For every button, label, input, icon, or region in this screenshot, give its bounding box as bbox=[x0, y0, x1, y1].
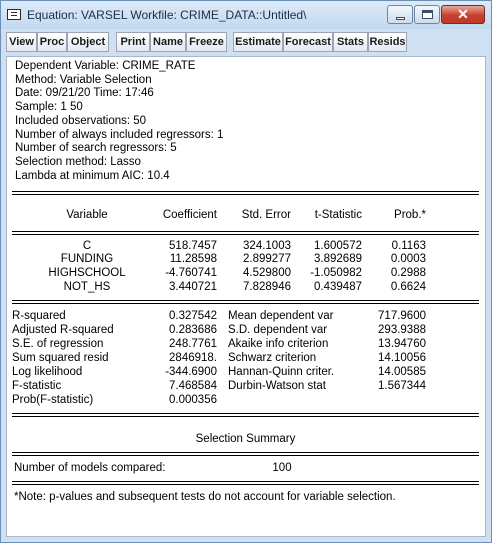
stat-value: 1.567344 bbox=[378, 380, 426, 392]
stat-value: 248.7761 bbox=[169, 338, 217, 350]
stats-button[interactable]: Stats bbox=[333, 32, 368, 52]
std-error-value: 4.529800 bbox=[243, 267, 291, 279]
output-view[interactable] bbox=[6, 56, 486, 537]
stat-label: Adjusted R-squared bbox=[12, 324, 114, 336]
header-line-sample: Sample: 1 50 bbox=[15, 101, 83, 114]
col-header-t-statistic: t-Statistic bbox=[314, 209, 362, 221]
minimize-button[interactable] bbox=[387, 5, 413, 24]
t-statistic-value: 3.892689 bbox=[314, 253, 362, 265]
view-button[interactable]: View bbox=[6, 32, 37, 52]
header-line-search-regressors: Number of search regressors: 5 bbox=[15, 142, 177, 155]
variable-name: NOT_HS bbox=[63, 281, 111, 293]
variable-name: C bbox=[82, 240, 92, 252]
stat-value: 2846918. bbox=[169, 352, 217, 364]
table-rule bbox=[12, 191, 479, 192]
header-line-date: Date: 09/21/20 Time: 17:46 bbox=[15, 87, 154, 100]
stat-value: 14.00585 bbox=[378, 366, 426, 378]
col-header-std-error: Std. Error bbox=[241, 209, 291, 221]
title-bar[interactable] bbox=[1, 1, 491, 29]
forecast-button[interactable]: Forecast bbox=[283, 32, 333, 52]
stat-label: Sum squared resid bbox=[12, 352, 109, 364]
t-statistic-value: 1.600572 bbox=[314, 240, 362, 252]
stat-label: Hannan-Quinn criter. bbox=[228, 366, 335, 378]
window-menu-icon[interactable] bbox=[7, 9, 21, 20]
stat-label: Durbin-Watson stat bbox=[228, 380, 326, 392]
minimize-icon bbox=[396, 17, 405, 20]
proc-button[interactable]: Proc bbox=[37, 32, 67, 52]
stat-value: 14.10056 bbox=[378, 352, 426, 364]
stat-value: 293.9388 bbox=[378, 324, 426, 336]
stat-label: Schwarz criterion bbox=[228, 352, 317, 364]
freeze-button[interactable]: Freeze bbox=[186, 32, 227, 52]
prob-value: 0.6624 bbox=[390, 281, 426, 293]
col-header-prob: Prob.* bbox=[394, 209, 426, 221]
selection-note: *Note: p-values and subsequent tests do not account for variable selection. bbox=[14, 491, 396, 503]
stat-value: 0.327542 bbox=[169, 310, 217, 322]
header-line-selection-method: Selection method: Lasso bbox=[15, 155, 141, 168]
models-compared-value: 100 bbox=[272, 462, 292, 474]
header-line-observations: Included observations: 50 bbox=[15, 114, 147, 127]
table-rule bbox=[12, 300, 479, 301]
t-statistic-value: 0.439487 bbox=[314, 281, 362, 293]
table-rule bbox=[12, 234, 479, 235]
stat-label: Log likelihood bbox=[12, 366, 83, 378]
variable-name: FUNDING bbox=[60, 253, 114, 265]
close-icon: ✕ bbox=[457, 6, 469, 22]
stat-value: -344.6900 bbox=[165, 366, 217, 378]
stat-label: F-statistic bbox=[12, 380, 62, 392]
prob-value: 0.0003 bbox=[390, 253, 426, 265]
maximize-icon bbox=[422, 10, 433, 19]
std-error-value: 7.828946 bbox=[243, 281, 291, 293]
stat-value: 7.468584 bbox=[169, 380, 217, 392]
header-line-method: Method: Variable Selection bbox=[15, 73, 152, 86]
coefficient-value: -4.760741 bbox=[165, 267, 217, 279]
stat-value: 13.94760 bbox=[378, 338, 426, 350]
table-rule bbox=[12, 416, 479, 417]
variable-name: HIGHSCHOOL bbox=[48, 267, 126, 279]
header-line-always-included: Number of always included regressors: 1 bbox=[15, 128, 224, 141]
t-statistic-value: -1.050982 bbox=[310, 267, 362, 279]
table-rule bbox=[12, 303, 479, 304]
header-line-lambda: Lambda at minimum AIC: 10.4 bbox=[15, 169, 170, 182]
col-header-coefficient: Coefficient bbox=[162, 209, 217, 221]
window-title: Equation: VARSEL Workfile: CRIME_DATA::Untitled\ bbox=[27, 8, 307, 22]
coefficient-value: 518.7457 bbox=[169, 240, 217, 252]
print-button[interactable]: Print bbox=[116, 32, 150, 52]
stat-label: Mean dependent var bbox=[228, 310, 334, 322]
coefficient-value: 3.440721 bbox=[169, 281, 217, 293]
stat-label: S.D. dependent var bbox=[228, 324, 328, 336]
stat-label: R-squared bbox=[12, 310, 66, 322]
estimate-button[interactable]: Estimate bbox=[233, 32, 283, 52]
table-rule bbox=[12, 452, 479, 453]
stat-label: Akaike info criterion bbox=[228, 338, 329, 350]
close-button[interactable] bbox=[441, 5, 485, 24]
stat-value: 717.9600 bbox=[378, 310, 426, 322]
stat-label: S.E. of regression bbox=[12, 338, 104, 350]
resids-button[interactable]: Resids bbox=[368, 32, 407, 52]
std-error-value: 2.899277 bbox=[243, 253, 291, 265]
stat-value: 0.000356 bbox=[169, 394, 217, 406]
table-rule bbox=[12, 484, 479, 485]
coefficient-value: 11.28598 bbox=[169, 253, 217, 265]
maximize-button[interactable] bbox=[414, 5, 440, 24]
std-error-value: 324.1003 bbox=[243, 240, 291, 252]
col-header-variable: Variable bbox=[66, 209, 108, 221]
estimation-header bbox=[15, 60, 223, 183]
models-compared-label: Number of models compared: bbox=[14, 462, 166, 474]
table-rule bbox=[12, 413, 479, 414]
stat-label: Prob(F-statistic) bbox=[12, 394, 94, 406]
prob-value: 0.1163 bbox=[391, 240, 426, 252]
table-rule bbox=[12, 231, 479, 232]
stat-value: 0.283686 bbox=[169, 324, 217, 336]
table-rule bbox=[12, 481, 479, 482]
selection-summary-title: Selection Summary bbox=[195, 433, 296, 445]
object-button[interactable]: Object bbox=[67, 32, 109, 52]
name-button[interactable]: Name bbox=[150, 32, 186, 52]
header-line-dependent: Dependent Variable: CRIME_RATE bbox=[15, 60, 196, 72]
table-rule bbox=[12, 455, 479, 456]
table-rule bbox=[12, 194, 479, 195]
prob-value: 0.2988 bbox=[390, 267, 426, 279]
